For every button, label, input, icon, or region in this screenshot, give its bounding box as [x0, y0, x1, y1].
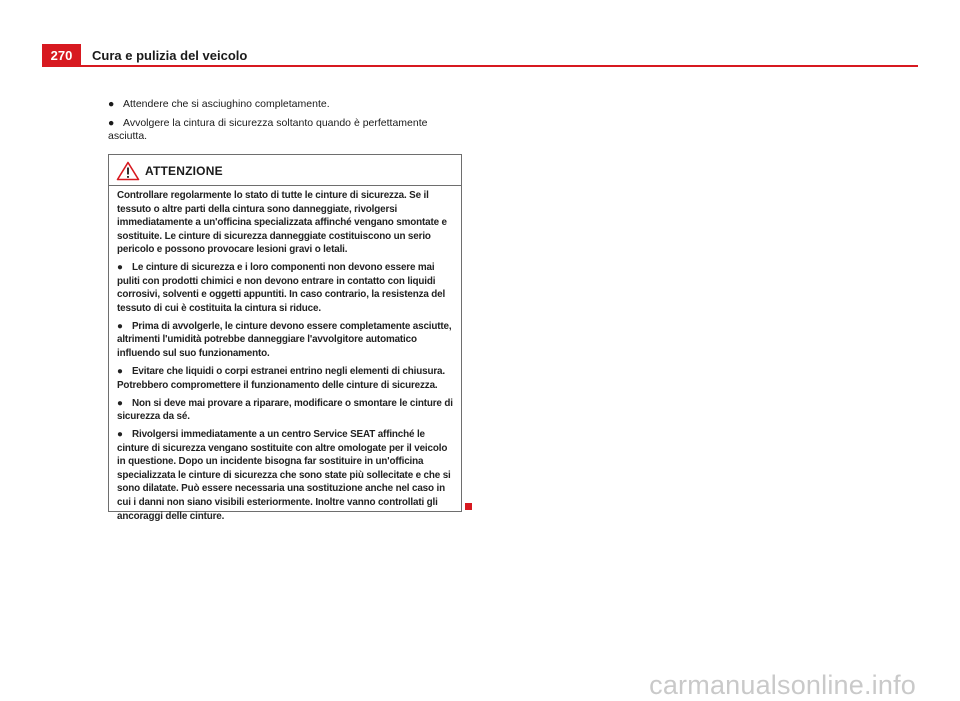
- warning-header: [109, 155, 461, 186]
- bullet-icon: ●: [117, 397, 123, 409]
- bullet-list: [108, 98, 468, 149]
- page-number-text: 270: [50, 47, 73, 63]
- warning-item-text: Rivolgersi immediatamente a un centro Service SEAT affinché le cinture di sicurezza vengano sostituite con altre omologate per il veicolo in questione. Dopo un incidente bisogna far sostituire in un'officina specializzata le cinture di sicurezza che sono state più sollecitate e che si sono dilatate. Può essere necessaria una sostituzione anche nel caso in cui i danni non siano visibili esteriormente. Inoltre vanno controllati gli ancoraggi delle cinture.: [117, 429, 451, 522]
- warning-box: [108, 154, 462, 522]
- bullet-text: Attendere che si asciughino completamente.: [123, 98, 330, 110]
- bullet-icon: ●: [117, 262, 123, 274]
- list-item: [117, 428, 455, 523]
- warning-body: [109, 186, 461, 523]
- page-number: [42, 44, 81, 66]
- page-title: Cura e pulizia del veicolo: [92, 48, 248, 63]
- warning-item-text: Le cinture di sicurezza e i loro componenti non devono essere mai puliti con prodotti chimici e non devono entrare in contatto con liquidi corrosivi, solventi e oggetti appuntiti. In caso contrario, la resistenza del tessuto di cui è costituita la cintura si riduce.: [117, 262, 446, 314]
- bullet-icon: ●: [117, 366, 123, 378]
- bullet-icon: ●: [117, 429, 123, 441]
- watermark: carmanualsonline.info: [649, 670, 916, 700]
- list-item: [108, 117, 468, 144]
- bullet-icon: ●: [117, 320, 123, 332]
- header-divider: [42, 65, 918, 67]
- list-item: [117, 261, 455, 315]
- bullet-icon: ●: [108, 116, 115, 129]
- list-item: [117, 397, 455, 424]
- warning-item-text: Non si deve mai provare a riparare, modificare o smontare le cinture di sicurezza da sé.: [117, 397, 453, 423]
- warning-item-text: Prima di avvolgerle, le cinture devono essere completamente asciutte, altrimenti l'umidità potrebbe danneggiare l'avvolgitore automatico influendo sul suo funzionamento.: [117, 320, 452, 360]
- warning-item-text: Evitare che liquidi o corpi estranei entrino negli elementi di chiusura. Potrebbero compromettere il funzionamento delle cinture di sicurezza.: [117, 366, 445, 391]
- warning-triangle-icon: [116, 161, 140, 181]
- list-item: [108, 98, 468, 112]
- list-item: [117, 320, 455, 361]
- bullet-text: Avvolgere la cintura di sicurezza soltanto quando è perfettamente asciutta.: [108, 116, 428, 142]
- warning-title: ATTENZIONE: [145, 164, 223, 178]
- list-item: [117, 365, 455, 392]
- warning-intro: Controllare regolarmente lo stato di tutte le cinture di sicurezza. Se il tessuto o altre parti della cintura sono danneggiate, rivolgersi immediatamente a un'officina specializzata affinché vengano smontate e sostituite. Le cinture di sicurezza danneggiate costituiscono un serio pericolo e possono provocare lesioni gravi o letali.: [117, 190, 447, 256]
- section-end-marker: [465, 503, 472, 510]
- bullet-icon: ●: [108, 98, 115, 110]
